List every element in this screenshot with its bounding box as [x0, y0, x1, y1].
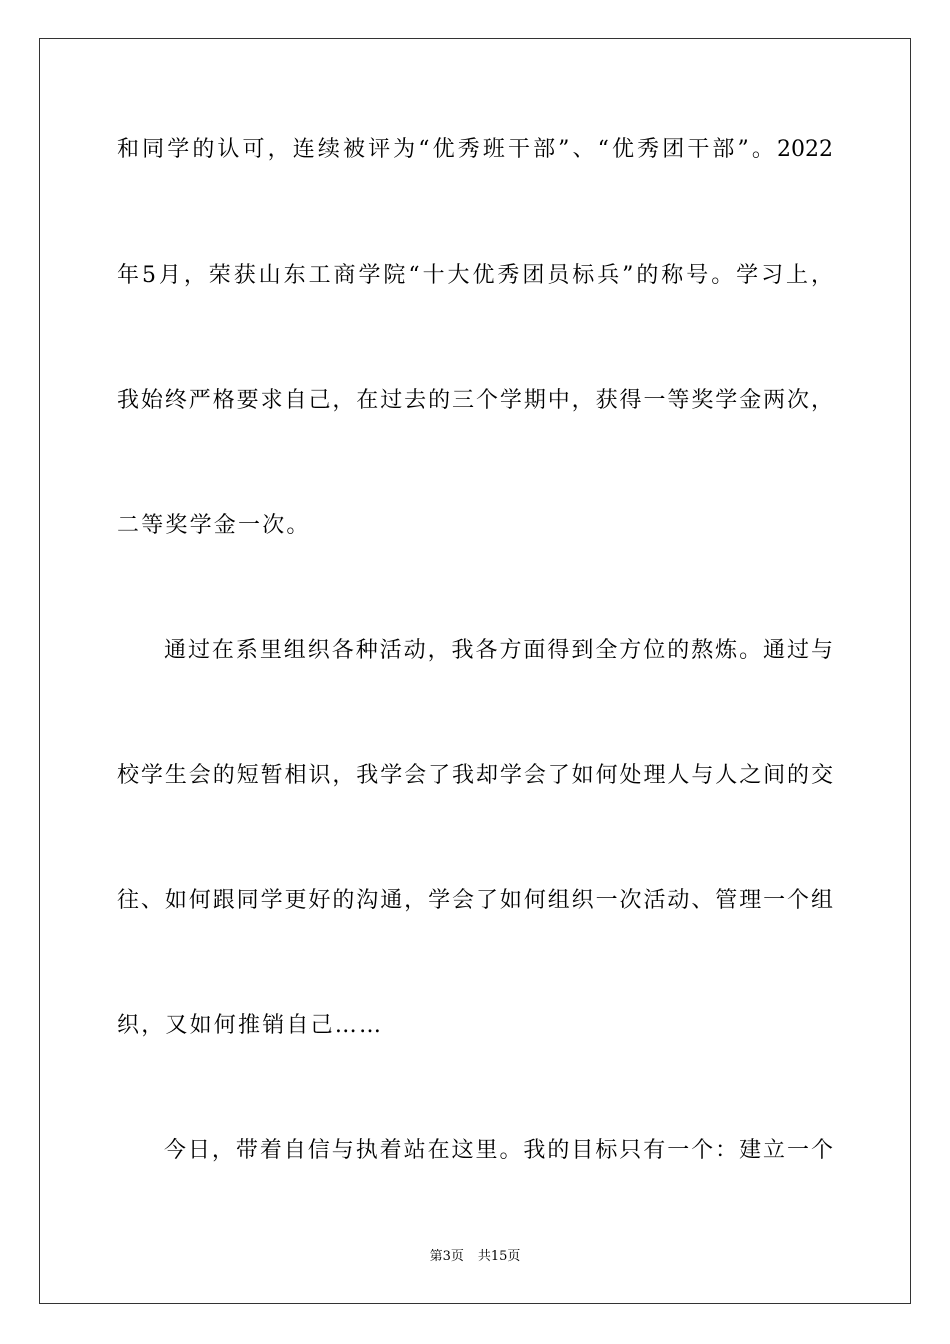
- text-line-4: 二等奖学金一次。: [117, 513, 311, 538]
- page-number: 第3页: [429, 1249, 464, 1264]
- text-line-6: 校学生会的短暂相识，我学会了我却学会了如何处理人与人之间的交: [117, 763, 833, 788]
- text-line-2: 年5月，荣获山东工商学院“十大优秀团员标兵”的称号。学习上，: [117, 263, 833, 288]
- text-line-3: 我始终严格要求自己，在过去的三个学期中，获得一等奖学金两次，: [117, 388, 833, 413]
- page-footer: [0, 1248, 950, 1266]
- text-line-1: 和同学的认可，连续被评为“优秀班干部”、“优秀团干部”。2022: [117, 137, 833, 162]
- page-total: 共15页: [477, 1249, 521, 1264]
- text-line-7: 往、如何跟同学更好的沟通，学会了如何组织一次活动、管理一个组: [117, 888, 833, 913]
- page-frame: [39, 38, 911, 1304]
- text-line-9: 今日，带着自信与执着站在这里。我的目标只有一个：建立一个: [164, 1138, 833, 1163]
- text-line-5: 通过在系里组织各种活动，我各方面得到全方位的熬炼。通过与: [164, 638, 833, 663]
- text-line-8: 织，又如何推销自己……: [117, 1013, 384, 1038]
